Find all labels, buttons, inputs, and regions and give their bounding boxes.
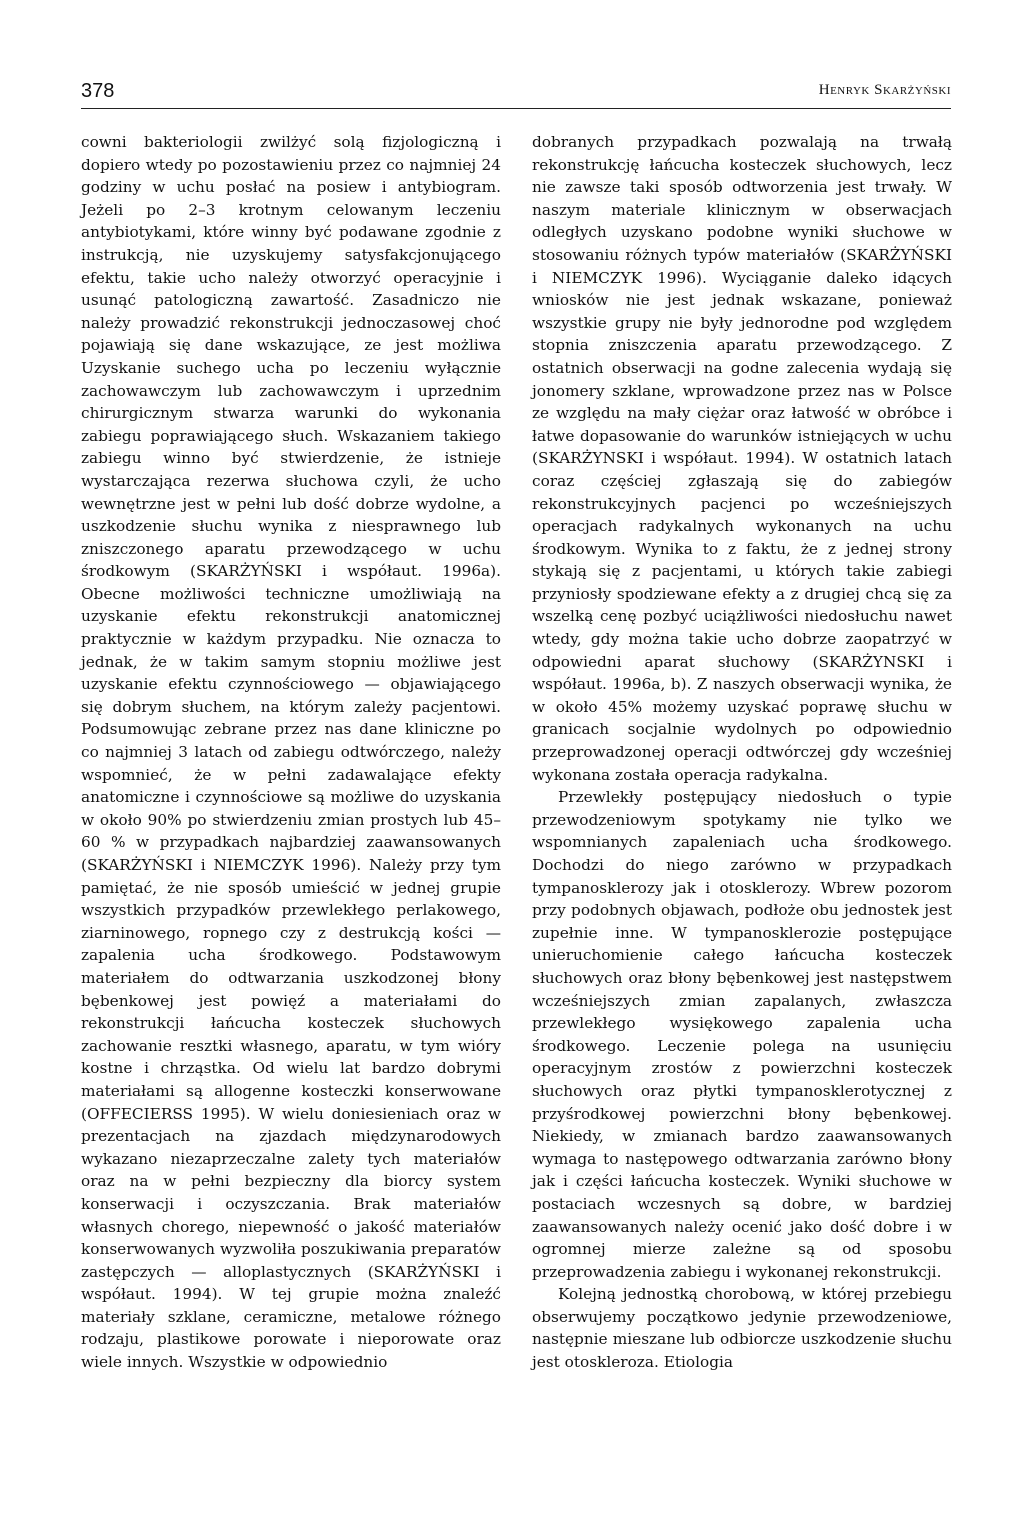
left-column (81, 131, 501, 1374)
running-head: Henryk Skarżyński (818, 82, 951, 98)
right-column (532, 131, 952, 1374)
body-paragraph: Kolejną jednostką chorobową, w której przebiegu obserwujemy początkowo jedynie przewodzeniowe, następnie mieszane lub odbiorcze uszkodzenie słuchu jest otoskleroza. Etiologia (532, 1285, 952, 1372)
page-header (81, 80, 951, 109)
body-paragraph: cowni bakteriologii zwilżyć solą fizjologiczną i dopiero wtedy po pozostawieniu przez co najmniej 24 godziny w uchu posłać na posiew i antybiogram. Jeżeli po 2–3 krotnym celowanym leczeniu antybiotykami, które winny być podawane zgodnie z instrukcją, nie uzyskujemy satysfakcjonującego efektu, takie ucho należy otworzyć operacyjnie i usunąć patologiczną zawartość. Zasadniczo nie należy prowadzić rekonstrukcji jednoczasowej choć pojawiają się dane wskazujące, ze jest możliwa Uzyskanie suchego ucha po leczeniu wyłącznie zachowawczym lub zachowawczym i uprzednim chirurgicznym stwarza warunki do wykonania zabiegu poprawiającego słuch. Wskazaniem takiego zabiegu winno być stwierdzenie, że istnieje wystarczająca rezerwa słuchowa czyli, że ucho wewnętrzne jest w pełni lub dość dobrze wydolne, a uszkodzenie słuchu wynika z niesprawnego lub zniszczonego aparatu przewodzącego w uchu środkowym (SKARŻYŃSKI i współaut. 1996a). Obecne możliwości techniczne umożliwiają na uzyskanie efektu rekonstrukcji anatomicznej praktycznie w każdym przypadku. Nie oznacza to jednak, że w takim samym stopniu możliwe jest uzyskanie efektu czynnościowego — objawiającego się dobrym słuchem, na którym zależy pacjentowi. Podsumowując zebrane przez nas dane kliniczne po co najmniej 3 latach od zabiegu odtwórczego, należy wspomnieć, że w pełni zadawalające efekty anatomiczne i czynnościowe są możliwe do uzyskania w około 90% po stwierdzeniu zmian prostych lub 45–60 % w przypadkach najbardziej zaawansowanych (SKARŻYŃSKI i NIEMCZYK 1996). Należy przy tym pamiętać, że nie sposób umieścić w jednej grupie wszystkich przypadków przewlekłego perlakowego, ziarninowego, ropnego czy z destrukcją kości — zapalenia ucha środkowego. Podstawowym materiałem do odtwarzania uszkodzonej błony bębenkowej jest powięź a materiałami do rekonstrukcji łańcucha kosteczek słuchowych zachowanie resztki własnego, aparatu, w tym wióry kostne i chrząstka. Od wielu lat bardzo dobrymi materiałami są allogenne kosteczki konserwowane (OFFECIERSS 1995). W wielu doniesieniach oraz w prezentacjach na zjazdach międzynarodowych wykazano niezaprzeczalne zalety tych materiałów oraz na w pełni bezpieczny dla biorcy system konserwacji i oczyszczania. Brak materiałów własnych chorego, niepewność o jakość materiałów konserwowanych wyzwoliła poszukiwania preparatów zastępczych — alloplastycznych (SKARŻYŃSKI i współaut. 1994). W tej grupie można znaleźć materiały szklane, ceramiczne, metalowe różnego rodzaju, plastikowe porowate i nieporowate oraz wiele innych. Wszystkie w odpowiednio (81, 133, 501, 1372)
body-paragraph: dobranych przypadkach pozwalają na trwałą rekonstrukcję łańcucha kosteczek słuchowych, lecz nie zawsze taki sposób odtworzenia jest trwały. W naszym materiale klinicznym w obserwacjach odległych uzyskano podobne wyniki słuchowe w stosowaniu różnych typów materiałów (SKARŻYŃSKI i NIEMCZYK 1996). Wyciąganie daleko idących wniosków nie jest jednak wskazane, ponieważ wszystkie grupy nie były jednorodne pod względem stopnia zniszczenia aparatu przewodzącego. Z ostatnich obserwacji na godne zalecenia wydają się jonomery szklane, wprowadzone przez nas w Polsce ze względu na mały ciężar oraz łatwość w obróbce i łatwe dopasowanie do warunków istniejących w uchu (SKARŻYNSKI i współaut. 1994). W ostatnich latach coraz częściej zgłaszają się do zabiegów rekonstrukcyjnych pacjenci po wcześniejszych operacjach radykalnych wykonanych na uchu środkowym. Wynika to z faktu, że z jednej strony stykają się z pacjentami, u których takie zabiegi przyniosły spodziewane efekty a z drugiej chcą się za wszelką cenę pozbyć uciążliwości niedosłuchu nawet wtedy, gdy można takie ucho dobrze zaopatrzyć w odpowiedni aparat słuchowy (SKARŻYNSKI i współaut. 1996a, b). Z naszych obserwacji wynika, że w około 45% możemy uzyskać poprawę słuchu w granicach socjalnie wydolnych po odpowiednio przeprowadzonej operacji odtwórczej gdy wcześniej wykonana została operacja radykalna. (532, 133, 952, 784)
page-number: 378 (81, 80, 115, 102)
body-paragraph: Przewlekły postępujący niedosłuch o typie przewodzeniowym spotykamy nie tylko we wspomnianych zapaleniach ucha środkowego. Dochodzi do niego zarówno w przypadkach tympanosklerozy jak i otosklerozy. Wbrew pozorom przy podobnych objawach, podłoże obu jednostek jest zupełnie inne. W tympanosklerozie postępujące unieruchomienie całego łańcucha kosteczek słuchowych oraz błony bębenkowej jest następstwem wcześniejszych zmian zapalanych, zwłaszcza przewlekłego wysiękowego zapalenia ucha środkowego. Leczenie polega na usunięciu operacyjnym zrostów z powierzchni kosteczek słuchowych oraz płytki tympanosklerotycznej z przyśrodkowej powierzchni błony bębenkowej. Niekiedy, w zmianach bardzo zaawansowanych wymaga to następowego odtwarzania zarówno błony jak i części łańcucha kosteczek. Wyniki słuchowe w postaciach wczesnych są dobre, w bardziej zaawansowanych należy ocenić jako dość dobre i w ogromnej mierze zależne są od sposobu przeprowadzenia zabiegu i wykonanej rekonstrukcji. (532, 788, 952, 1281)
